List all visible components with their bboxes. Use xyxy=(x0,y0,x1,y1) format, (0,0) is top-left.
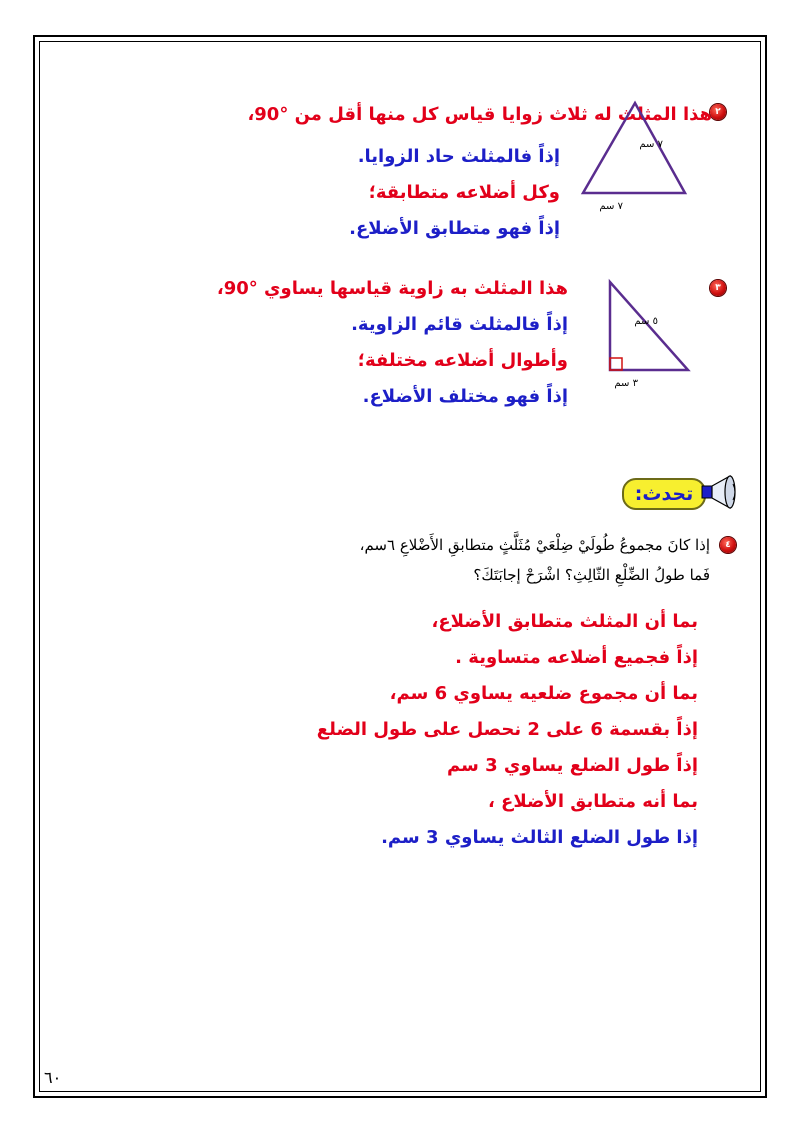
equilateral-triangle-figure xyxy=(575,95,705,215)
answer-line6: بما أنه متطابق الأضلاع ، xyxy=(487,791,698,812)
bullet-4: ٤ xyxy=(720,537,736,553)
bullet-2: ٢ xyxy=(710,104,726,120)
answer-line1: بما أن المثلث متطابق الأضلاع، xyxy=(431,611,698,632)
talk-badge: تحدث: xyxy=(622,478,706,510)
bullet-3: ٣ xyxy=(710,280,726,296)
section2-line3: وأطوال أضلاعه مختلفة؛ xyxy=(357,350,568,371)
megaphone-icon xyxy=(700,472,738,512)
section2-line4: إذاً فهو مختلف الأضلاع. xyxy=(362,386,568,407)
section2-line2: إذاً فالمثلث قائم الزاوية. xyxy=(351,314,568,335)
section1-line3: وكل أضلاعه متطابقة؛ xyxy=(368,182,560,203)
side-right-label: ٧ سم xyxy=(639,139,663,150)
answer-line2: إذاً فجميع أضلاعه متساوية . xyxy=(455,647,698,668)
answer-line4: إذاً بقسمة 6 على 2 نحصل على طول الضلع xyxy=(316,719,698,740)
answer-line3: بما أن مجموع ضلعيه يساوي 6 سم، xyxy=(389,683,698,704)
right-triangle-figure xyxy=(580,272,700,394)
answer-line7: إذا طول الضلع الثالث يساوي 3 سم. xyxy=(381,827,698,848)
section1-line1: هذا المثلث له ثلاث زوايا قياس كل منها أقل من °90، xyxy=(247,104,712,125)
triangle-shape xyxy=(583,103,685,193)
side-left-label xyxy=(575,139,576,150)
section1-line2: إذاً فالمثلث حاد الزوايا. xyxy=(357,146,560,167)
question-line2: فَما طولُ الضِّلْعِ الثّالِثِ؟ اشْرَحْ إجابَتَكَ؟ xyxy=(473,566,710,584)
section1-line4: إذاً فهو متطابق الأضلاع. xyxy=(349,218,560,239)
question-line1: إذا كانَ مجموعُ طُولَيْ ضِلْعَيْ مُثَلَّثٍ متطابقِ الأَضْلاعِ ٦سم، xyxy=(359,536,710,554)
leg-bottom-label: ٣ سم xyxy=(614,378,638,389)
page-number: ٦٠ xyxy=(44,1068,62,1087)
section2-line1: هذا المثلث به زاوية قياسها يساوي °90، xyxy=(216,278,568,299)
hypotenuse-label: ٥ سم xyxy=(634,316,658,327)
right-angle-marker xyxy=(610,358,622,370)
side-bottom-label: ٧ سم xyxy=(599,201,623,212)
answer-line5: إذاً طول الضلع يساوي 3 سم xyxy=(447,755,698,776)
